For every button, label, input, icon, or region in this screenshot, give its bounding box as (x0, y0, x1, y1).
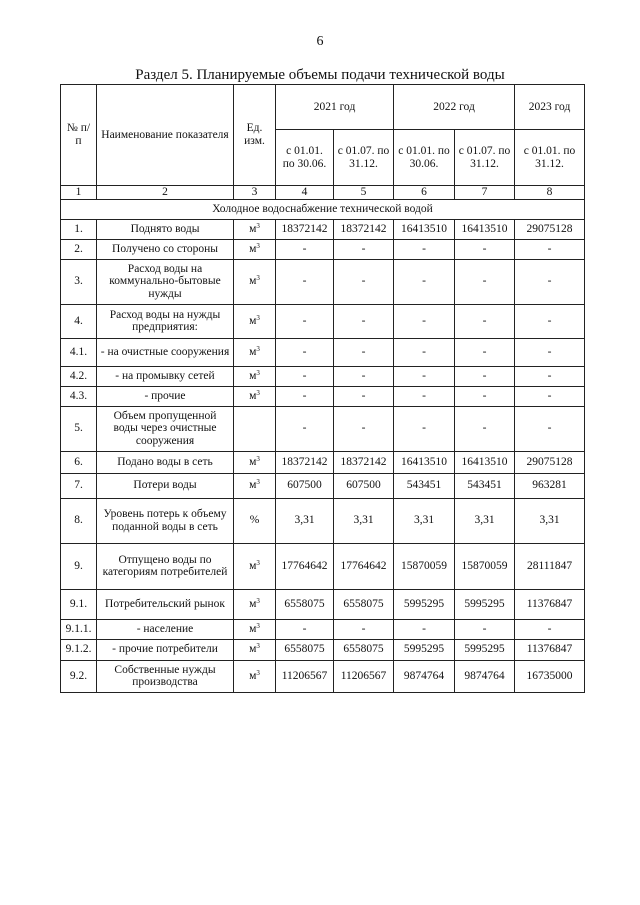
value-cell: 3,31 (276, 498, 334, 543)
row-number: 1. (61, 219, 97, 239)
value-cell: 29075128 (515, 451, 585, 473)
header-year-2023: 2023 год (515, 85, 585, 130)
value-cell: 18372142 (334, 451, 394, 473)
value-cell: 11376847 (515, 589, 585, 619)
indicator-name: Расход воды на нужды предприятия: (97, 304, 234, 338)
unit-exponent: 3 (256, 274, 260, 283)
column-number: 1 (61, 186, 97, 200)
water-supply-table (60, 84, 585, 693)
value-cell: 9874764 (394, 660, 455, 692)
value-cell: 11206567 (334, 660, 394, 692)
row-number: 7. (61, 473, 97, 498)
table-row (61, 406, 585, 451)
row-number: 2. (61, 239, 97, 259)
column-number: 5 (334, 186, 394, 200)
row-number: 4.1. (61, 338, 97, 366)
value-cell: 28111847 (515, 543, 585, 589)
indicator-name: Собственные нужды производства (97, 660, 234, 692)
indicator-name: Отпущено воды по категориям потребителей (97, 543, 234, 589)
table-row (61, 386, 585, 406)
row-number: 4.3. (61, 386, 97, 406)
unit-exponent: 3 (256, 313, 260, 322)
unit-text: м (249, 369, 257, 382)
value-cell: 16413510 (394, 451, 455, 473)
indicator-name: Поднято воды (97, 219, 234, 239)
value-cell: - (455, 366, 515, 386)
value-cell: - (515, 366, 585, 386)
row-number: 4.2. (61, 366, 97, 386)
unit-text: м (249, 275, 257, 288)
page-number: 6 (316, 34, 324, 49)
header-period: с 01.01. по 30.06. (276, 130, 334, 186)
value-cell: - (276, 338, 334, 366)
header-period: с 01.07. по 31.12. (334, 130, 394, 186)
indicator-name: Подано воды в сеть (97, 451, 234, 473)
unit-text: м (249, 669, 257, 682)
table-row (61, 639, 585, 660)
column-number: 8 (515, 186, 585, 200)
value-cell: 16413510 (455, 451, 515, 473)
value-cell: 18372142 (276, 219, 334, 239)
unit-cell (234, 660, 276, 692)
column-number: 6 (394, 186, 455, 200)
value-cell: - (455, 406, 515, 451)
header-year-2021: 2021 год (276, 85, 394, 130)
row-number: 5. (61, 406, 97, 451)
column-number: 7 (455, 186, 515, 200)
indicator-name: Потребительский рынок (97, 589, 234, 619)
table-row (61, 451, 585, 473)
value-cell: - (334, 386, 394, 406)
value-cell: 16413510 (394, 219, 455, 239)
value-cell: - (334, 338, 394, 366)
unit-text: м (249, 559, 257, 572)
value-cell: - (394, 406, 455, 451)
unit-text: м (249, 345, 257, 358)
value-cell: - (455, 304, 515, 338)
value-cell: 543451 (394, 473, 455, 498)
unit-cell (234, 543, 276, 589)
unit-exponent: 3 (256, 668, 260, 677)
unit-cell (234, 406, 276, 451)
header-no: № п/п (61, 85, 97, 186)
unit-exponent: 3 (256, 558, 260, 567)
value-cell: - (515, 406, 585, 451)
value-cell: - (276, 406, 334, 451)
unit-text: м (249, 622, 257, 635)
value-cell: - (515, 619, 585, 639)
value-cell: 17764642 (334, 543, 394, 589)
value-cell: 3,31 (515, 498, 585, 543)
unit-text: м (249, 597, 257, 610)
table-row (61, 543, 585, 589)
table-row (61, 239, 585, 259)
value-cell: 3,31 (394, 498, 455, 543)
header-name: Наименование показателя (97, 85, 234, 186)
section-title: Холодное водоснабжение технической водой (61, 199, 585, 219)
header-period: с 01.01. по 31.12. (515, 130, 585, 186)
value-cell: 11376847 (515, 639, 585, 660)
table-row (61, 498, 585, 543)
header-year-2022: 2022 год (394, 85, 515, 130)
value-cell: 607500 (334, 473, 394, 498)
unit-text: м (249, 643, 257, 656)
value-cell: - (455, 239, 515, 259)
row-number: 9.1.2. (61, 639, 97, 660)
table-row (61, 473, 585, 498)
unit-text: м (249, 222, 257, 235)
value-cell: - (276, 239, 334, 259)
value-cell: - (394, 239, 455, 259)
row-number: 8. (61, 498, 97, 543)
row-number: 9. (61, 543, 97, 589)
row-number: 6. (61, 451, 97, 473)
value-cell: 15870059 (394, 543, 455, 589)
unit-cell (234, 619, 276, 639)
indicator-name: - на очистные сооружения (97, 338, 234, 366)
value-cell: - (334, 406, 394, 451)
unit-text: м (249, 314, 257, 327)
indicator-name: Объем пропущенной воды через очистные сооружения (97, 406, 234, 451)
value-cell: 29075128 (515, 219, 585, 239)
value-cell: 6558075 (276, 639, 334, 660)
value-cell: - (276, 619, 334, 639)
value-cell: 6558075 (334, 639, 394, 660)
unit-cell (234, 451, 276, 473)
table-row (61, 259, 585, 304)
value-cell: - (515, 338, 585, 366)
value-cell: 5995295 (394, 639, 455, 660)
unit-cell (234, 473, 276, 498)
value-cell: - (394, 386, 455, 406)
unit-exponent: 3 (256, 221, 260, 230)
value-cell: - (455, 386, 515, 406)
column-number: 4 (276, 186, 334, 200)
row-number: 9.1.1. (61, 619, 97, 639)
value-cell: - (515, 386, 585, 406)
table-row (61, 338, 585, 366)
row-number: 9.1. (61, 589, 97, 619)
unit-exponent: 3 (256, 368, 260, 377)
column-number: 2 (97, 186, 234, 200)
value-cell: - (455, 619, 515, 639)
value-cell: - (455, 338, 515, 366)
unit-text: м (249, 389, 257, 402)
value-cell: - (334, 259, 394, 304)
unit-exponent: 3 (256, 241, 260, 250)
unit-exponent: 3 (256, 596, 260, 605)
value-cell: - (394, 304, 455, 338)
unit-text: м (249, 455, 257, 468)
value-cell: - (455, 259, 515, 304)
unit-cell (234, 239, 276, 259)
value-cell: - (515, 239, 585, 259)
unit-cell (234, 259, 276, 304)
indicator-name: - на промывку сетей (97, 366, 234, 386)
value-cell: 6558075 (334, 589, 394, 619)
table-row (61, 589, 585, 619)
indicator-name: Расход воды на коммунально-бытовые нужды (97, 259, 234, 304)
value-cell: 9874764 (455, 660, 515, 692)
value-cell: 18372142 (276, 451, 334, 473)
table-row (61, 619, 585, 639)
row-number: 3. (61, 259, 97, 304)
unit-cell (234, 386, 276, 406)
table-row (61, 660, 585, 692)
table-row (61, 219, 585, 239)
header-period: с 01.07. по 31.12. (455, 130, 515, 186)
value-cell: 3,31 (334, 498, 394, 543)
value-cell: 963281 (515, 473, 585, 498)
unit-exponent: 3 (256, 344, 260, 353)
unit-exponent: 3 (256, 642, 260, 651)
value-cell: 543451 (455, 473, 515, 498)
indicator-name: - прочие потребители (97, 639, 234, 660)
table-row (61, 366, 585, 386)
value-cell: 18372142 (334, 219, 394, 239)
value-cell: - (334, 366, 394, 386)
value-cell: - (334, 619, 394, 639)
value-cell: - (276, 304, 334, 338)
value-cell: 16735000 (515, 660, 585, 692)
row-number: 4. (61, 304, 97, 338)
value-cell: 6558075 (276, 589, 334, 619)
value-cell: - (394, 338, 455, 366)
indicator-name: - население (97, 619, 234, 639)
header-unit: Ед. изм. (234, 85, 276, 186)
value-cell: - (394, 259, 455, 304)
value-cell: - (276, 366, 334, 386)
value-cell: 5995295 (455, 639, 515, 660)
unit-text: м (249, 242, 257, 255)
value-cell: 5995295 (394, 589, 455, 619)
value-cell: - (515, 259, 585, 304)
indicator-name: - прочие (97, 386, 234, 406)
column-number: 3 (234, 186, 276, 200)
value-cell: - (334, 304, 394, 338)
value-cell: - (394, 366, 455, 386)
unit-cell (234, 639, 276, 660)
value-cell: - (515, 304, 585, 338)
header-period: с 01.01. по 30.06. (394, 130, 455, 186)
unit-text: м (249, 479, 257, 492)
indicator-name: Потери воды (97, 473, 234, 498)
value-cell: 17764642 (276, 543, 334, 589)
page-title: Раздел 5. Планируемые объемы подачи технической воды (135, 67, 505, 83)
unit-exponent: 3 (256, 388, 260, 397)
value-cell: - (334, 239, 394, 259)
unit-cell (234, 304, 276, 338)
unit-cell: % (234, 498, 276, 543)
indicator-name: Получено со стороны (97, 239, 234, 259)
value-cell: 5995295 (455, 589, 515, 619)
unit-cell (234, 366, 276, 386)
unit-exponent: 3 (256, 621, 260, 630)
value-cell: 11206567 (276, 660, 334, 692)
value-cell: 16413510 (455, 219, 515, 239)
value-cell: - (394, 619, 455, 639)
unit-exponent: 3 (256, 454, 260, 463)
unit-cell (234, 338, 276, 366)
unit-exponent: 3 (256, 478, 260, 487)
unit-cell (234, 219, 276, 239)
value-cell: 607500 (276, 473, 334, 498)
table-row (61, 304, 585, 338)
value-cell: 15870059 (455, 543, 515, 589)
row-number: 9.2. (61, 660, 97, 692)
value-cell: - (276, 259, 334, 304)
unit-cell (234, 589, 276, 619)
value-cell: 3,31 (455, 498, 515, 543)
value-cell: - (276, 386, 334, 406)
indicator-name: Уровень потерь к объему поданной воды в сеть (97, 498, 234, 543)
